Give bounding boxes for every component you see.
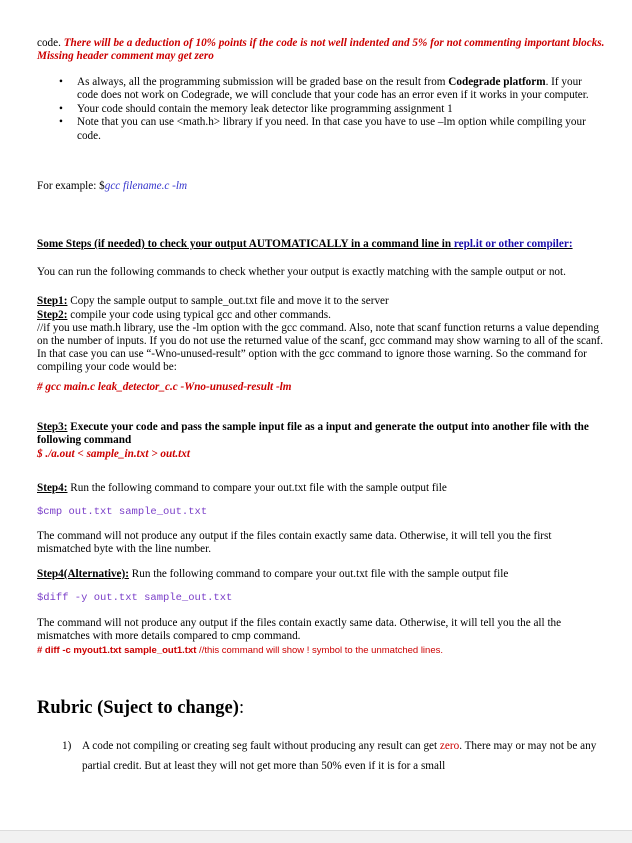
bullet-text: . If your code does not work on Codegrade, we will conclude that your code has an error even if it works in your computer. xyxy=(77,76,589,102)
requirements-list xyxy=(37,76,605,143)
diff-note: The command will not produce any output if the files contain exactly same data. Otherwise, it will tell you the all the mismatches with more details compared to cmp command. xyxy=(37,617,562,643)
rubric-colon: : xyxy=(238,698,245,718)
viewer-bottom-bar xyxy=(0,830,632,843)
bullet-icon: • xyxy=(59,116,63,129)
list-item xyxy=(37,736,605,776)
diff-c-line xyxy=(37,644,605,657)
steps-heading xyxy=(37,238,605,251)
diff-c-comment: //this command will show ! symbol to the unmatched lines. xyxy=(196,645,443,656)
step4-label: Step4: xyxy=(37,482,68,494)
step3-line xyxy=(37,421,605,448)
step2-line xyxy=(37,309,605,322)
rubric-item-number: 1) xyxy=(62,740,72,752)
step3-text: Execute your code and pass the sample input file as a input and generate the output into another file with the following command xyxy=(37,421,589,447)
step2-label: Step2: xyxy=(37,309,68,321)
rubric-heading xyxy=(37,697,605,719)
diff-command: $diff -y out.txt sample_out.txt xyxy=(37,592,233,604)
intro-warning: There will be a deduction of 10% points if the code is not well indented and 5% for not commenting important blocks. Missing header comment may get zero xyxy=(37,37,605,63)
diff-c-command: # diff -c myout1.txt sample_out1.txt xyxy=(37,645,197,656)
rubric-item-text: A code not compiling or creating seg fault without producing any result can get xyxy=(82,740,440,752)
step2-text: compile your code using typical gcc and other commands. xyxy=(67,309,331,321)
example-label: For example: $ xyxy=(37,180,105,192)
example-line xyxy=(37,180,605,193)
bullet-icon: • xyxy=(59,76,63,88)
run-command: $ ./a.out < sample_in.txt > out.txt xyxy=(37,448,190,460)
bullet-text: Your code should contain the memory leak detector like programming assignment 1 xyxy=(77,102,453,115)
compile-command: # gcc main.c leak_detector_c.c -Wno-unused-result -lm xyxy=(37,381,292,393)
step1-line xyxy=(37,295,605,308)
bullet-text: Note that you can use <math.h> library if you need. In that case you have to use –lm option while compiling your code. xyxy=(77,116,586,142)
step4alt-line xyxy=(37,568,605,581)
step4-line xyxy=(37,482,605,495)
bullet-icon: • xyxy=(59,102,63,115)
intro-prefix: code. xyxy=(37,37,61,49)
cmp-command: $cmp out.txt sample_out.txt xyxy=(37,506,208,518)
step4alt-label: Step4(Alternative): xyxy=(37,568,129,580)
list-item xyxy=(37,76,605,103)
repl-link[interactable]: repl.it or other compiler: xyxy=(453,238,573,250)
list-item xyxy=(37,103,605,116)
step4alt-text: Run the following command to compare your out.txt file with the sample output file xyxy=(128,568,509,580)
intro-paragraph xyxy=(37,37,605,64)
example-command: gcc filename.c -lm xyxy=(104,180,188,192)
rubric-list xyxy=(37,736,605,776)
step3-label: Step3: xyxy=(37,421,68,433)
step1-label: Step1: xyxy=(37,295,68,307)
steps-heading-text: Some Steps (if needed) to check your output AUTOMATICALLY in a command line in xyxy=(37,238,454,250)
step4-text: Run the following command to compare your out.txt file with the sample output file xyxy=(67,482,447,494)
bullet-text: As always, all the programming submission will be graded base on the result from xyxy=(77,76,449,88)
step2-note: //if you use math.h library, use the -lm option with the gcc command. Also, note that scanf function returns a value depending on the number of inputs. If you do not use the returned value of the scanf, gcc command may show warning to all of the scanf. In that case you can use “-Wno-unused-result” option with the gcc command to ignore those warning. So the command for compiling your code would be: xyxy=(37,322,604,373)
cmp-note: The command will not produce any output if the files contain exactly same data. Otherwise, it will tell you the first mismatched byte with the line number. xyxy=(37,530,552,556)
intro-text: You can run the following commands to check whether your output is exactly matching with the sample output or not. xyxy=(37,266,566,278)
list-item xyxy=(37,116,605,143)
rubric-zero: zero xyxy=(439,740,460,752)
step1-text: Copy the sample output to sample_out.txt file and move it to the server xyxy=(67,295,389,307)
rubric-item-text: . There may or may not be any partial credit. But at least they will not get more than 50% even if it is for a small xyxy=(82,740,597,772)
rubric-title: Rubric (Suject to change) xyxy=(37,698,239,718)
codegrade-platform: Codegrade platform xyxy=(448,76,546,88)
